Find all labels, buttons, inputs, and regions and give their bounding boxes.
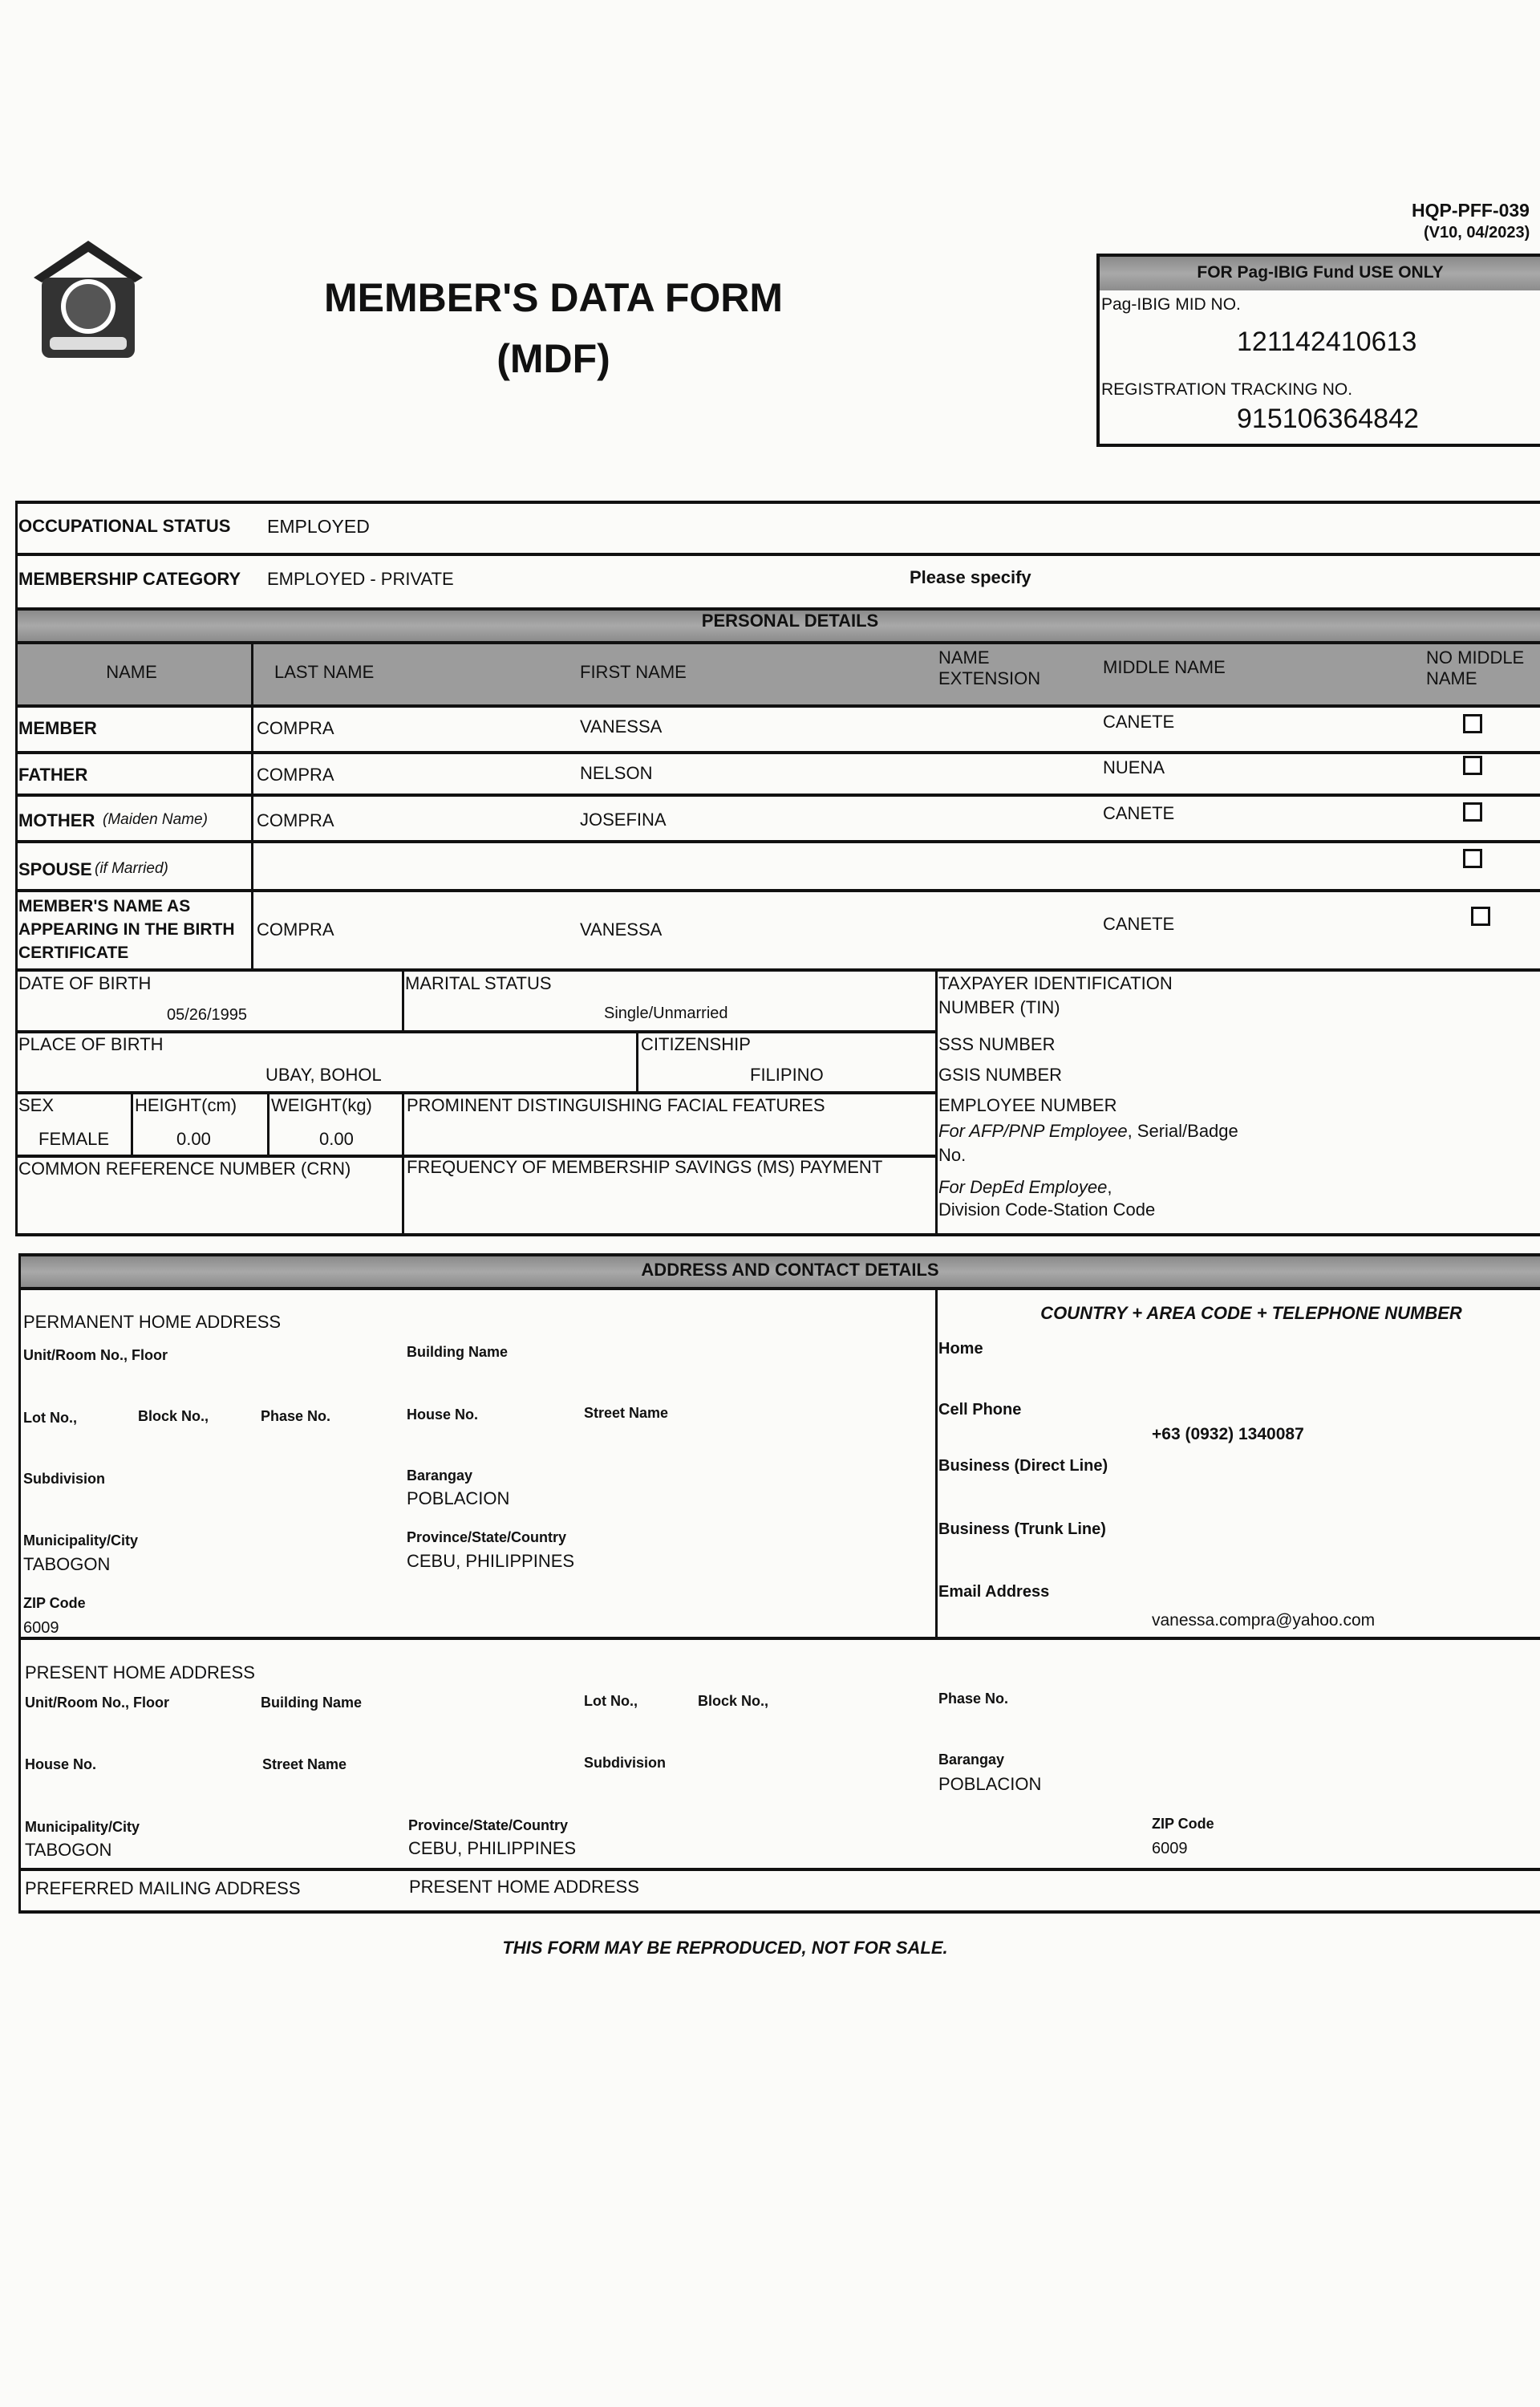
- divider: [15, 751, 1540, 754]
- mother-middle-name[interactable]: CANETE: [1103, 803, 1175, 823]
- divider: [18, 1910, 1540, 1914]
- spouse-no-middle-checkbox[interactable]: [1463, 849, 1482, 868]
- weight-value[interactable]: 0.00: [319, 1129, 354, 1149]
- divider: [15, 501, 18, 1236]
- occupational-status-label: OCCUPATIONAL STATUS: [18, 516, 231, 536]
- tin-label: TAXPAYER IDENTIFICATION: [938, 973, 1173, 993]
- father-label: FATHER: [18, 765, 88, 785]
- marital-status-label: MARITAL STATUS: [405, 973, 552, 993]
- birth-cert-middle-name[interactable]: CANETE: [1103, 914, 1175, 934]
- perm-street-label: Street Name: [584, 1405, 669, 1421]
- divider: [636, 1030, 638, 1093]
- sex-value[interactable]: FEMALE: [38, 1129, 110, 1149]
- afp-label: [938, 1122, 1238, 1141]
- pres-house-label: House No.: [25, 1756, 97, 1772]
- mid-value[interactable]: 121142410613: [1237, 327, 1417, 357]
- perm-lot-label: Lot No.,: [23, 1410, 77, 1426]
- deped-label: [938, 1178, 1112, 1197]
- pres-street-label: Street Name: [262, 1756, 347, 1772]
- dob-value[interactable]: 05/26/1995: [166, 1006, 248, 1024]
- col-no-middle-name: NO MIDDLE: [1426, 647, 1525, 668]
- pres-city-label: Municipality/City: [25, 1819, 140, 1835]
- perm-city-value[interactable]: TABOGON: [23, 1554, 111, 1574]
- divider: [15, 1091, 936, 1094]
- footer-note: THIS FORM MAY BE REPRODUCED, NOT FOR SALE.: [502, 1938, 948, 1958]
- weight-label: WEIGHT(kg): [271, 1095, 372, 1115]
- fund-box-title: FOR Pag-IBIG Fund USE ONLY: [1197, 263, 1444, 282]
- form-version: (V10, 04/2023): [1424, 224, 1530, 242]
- email-value[interactable]: vanessa.compra@yahoo.com: [1152, 1611, 1376, 1630]
- divider: [402, 1091, 404, 1236]
- perm-city-label: Municipality/City: [23, 1532, 139, 1549]
- divider: [15, 704, 1540, 708]
- perm-block-label: Block No.,: [138, 1408, 209, 1424]
- contact-header: COUNTRY + AREA CODE + TELEPHONE NUMBER: [1040, 1303, 1462, 1323]
- perm-province-label: Province/State/Country: [407, 1529, 567, 1545]
- home-phone-label: Home: [938, 1340, 983, 1358]
- afp-label-2: No.: [938, 1145, 967, 1165]
- divider: [18, 1637, 1540, 1640]
- dob-label: DATE OF BIRTH: [18, 973, 152, 993]
- pres-subdivision-label: Subdivision: [584, 1755, 667, 1771]
- father-no-middle-checkbox[interactable]: [1463, 756, 1482, 775]
- pagibig-logo: [30, 237, 146, 363]
- perm-subdivision-label: Subdivision: [23, 1471, 106, 1487]
- email-label: Email Address: [938, 1583, 1050, 1601]
- rtn-label: REGISTRATION TRACKING NO.: [1101, 380, 1353, 399]
- sex-label: SEX: [18, 1095, 55, 1115]
- divider: [18, 1253, 21, 1913]
- occupational-status-value[interactable]: EMPLOYED: [267, 516, 370, 537]
- birth-cert-last-name[interactable]: COMPRA: [257, 919, 334, 940]
- divider: [15, 1233, 1540, 1236]
- membership-category-label: MEMBERSHIP CATEGORY: [18, 569, 241, 589]
- perm-barangay-value[interactable]: POBLACION: [407, 1488, 510, 1508]
- cell-phone-value[interactable]: +63 (0932) 1340087: [1152, 1425, 1304, 1443]
- please-specify-label: Please specify: [910, 567, 1031, 587]
- citizenship-label: CITIZENSHIP: [641, 1034, 751, 1054]
- marital-status-value[interactable]: Single/Unmarried: [604, 1005, 728, 1022]
- mid-label: Pag-IBIG MID NO.: [1101, 295, 1241, 314]
- pres-province-label: Province/State/Country: [408, 1817, 569, 1833]
- pres-barangay-label: Barangay: [938, 1751, 1005, 1768]
- facial-features-label: PROMINENT DISTINGUISHING FACIAL FEATURES: [407, 1095, 825, 1115]
- mailing-address-value[interactable]: PRESENT HOME ADDRESS: [409, 1877, 639, 1897]
- member-label: MEMBER: [18, 718, 97, 738]
- col-no-middle-name-2: NAME: [1426, 668, 1477, 688]
- divider: [18, 1287, 1540, 1290]
- personal-columns-band: [15, 643, 1540, 705]
- membership-category-value[interactable]: EMPLOYED - PRIVATE: [267, 569, 454, 589]
- col-first-name: FIRST NAME: [580, 662, 687, 682]
- deped-label-rest: ,: [1107, 1177, 1112, 1197]
- father-first-name[interactable]: NELSON: [580, 763, 653, 783]
- pres-unit-label: Unit/Room No., Floor: [25, 1695, 169, 1711]
- business-trunk-label: Business (Trunk Line): [938, 1520, 1106, 1538]
- form-code: HQP-PFF-039: [1412, 200, 1530, 221]
- mother-label-note: (Maiden Name): [103, 811, 208, 828]
- pres-phase-label: Phase No.: [938, 1691, 1009, 1707]
- pres-city-value[interactable]: TABOGON: [25, 1840, 112, 1860]
- spouse-label-note: (if Married): [95, 860, 168, 877]
- gsis-label: GSIS NUMBER: [938, 1065, 1063, 1085]
- divider: [18, 1868, 1540, 1871]
- mother-label: MOTHER: [18, 810, 95, 830]
- rtn-value[interactable]: 915106364842: [1237, 404, 1419, 434]
- page-title: MEMBER'S DATA FORM: [323, 275, 784, 320]
- divider: [15, 1030, 936, 1033]
- spouse-label: SPOUSE: [18, 859, 92, 879]
- member-last-name[interactable]: COMPRA: [257, 718, 334, 738]
- deped-label-2: Division Code-Station Code: [938, 1199, 1156, 1220]
- mother-first-name[interactable]: JOSEFINA: [580, 810, 667, 830]
- perm-province-value[interactable]: CEBU, PHILIPPINES: [407, 1551, 575, 1571]
- business-direct-label: Business (Direct Line): [938, 1457, 1108, 1475]
- divider: [15, 794, 1540, 797]
- perm-house-label: House No.: [407, 1406, 479, 1423]
- permanent-address-title: PERMANENT HOME ADDRESS: [23, 1312, 282, 1332]
- birth-cert-first-name[interactable]: VANESSA: [580, 919, 663, 940]
- pres-barangay-value[interactable]: POBLACION: [938, 1774, 1042, 1794]
- divider: [402, 968, 404, 1031]
- divider: [15, 641, 1540, 644]
- birth-cert-no-middle-checkbox[interactable]: [1471, 907, 1490, 926]
- mother-no-middle-checkbox[interactable]: [1463, 802, 1482, 822]
- pres-province-value[interactable]: CEBU, PHILIPPINES: [408, 1838, 577, 1858]
- perm-zip-label: ZIP Code: [23, 1595, 86, 1611]
- col-name: NAME: [106, 662, 157, 682]
- divider: [935, 1287, 938, 1638]
- pres-zip-label: ZIP Code: [1152, 1816, 1214, 1832]
- crn-label: COMMON REFERENCE NUMBER (CRN): [18, 1159, 351, 1179]
- height-label: HEIGHT(cm): [135, 1095, 237, 1115]
- divider: [15, 889, 1540, 892]
- deped-label-italic: For DepEd Employee: [938, 1177, 1108, 1197]
- pres-block-label: Block No.,: [698, 1693, 769, 1709]
- address-section-title: ADDRESS AND CONTACT DETAILS: [641, 1260, 939, 1280]
- col-name-extension-2: EXTENSION: [938, 668, 1041, 688]
- divider: [15, 968, 1540, 972]
- divider: [15, 553, 1540, 556]
- pres-lot-label: Lot No.,: [584, 1693, 638, 1709]
- father-middle-name[interactable]: NUENA: [1103, 757, 1165, 777]
- citizenship-value[interactable]: FILIPINO: [750, 1065, 824, 1085]
- sss-label: SSS NUMBER: [938, 1034, 1056, 1054]
- afp-label-italic: For AFP/PNP Employee: [938, 1121, 1128, 1141]
- birth-cert-label: MEMBER'S NAME AS: [18, 897, 191, 915]
- divider: [131, 1091, 133, 1155]
- member-no-middle-checkbox[interactable]: [1463, 714, 1482, 733]
- employee-number-label: EMPLOYEE NUMBER: [938, 1095, 1117, 1115]
- divider: [251, 641, 253, 970]
- page-subtitle: (MDF): [496, 336, 610, 381]
- father-last-name[interactable]: COMPRA: [257, 765, 334, 785]
- tin-label-2: NUMBER (TIN): [938, 997, 1060, 1017]
- col-middle-name: MIDDLE NAME: [1103, 657, 1226, 677]
- birth-cert-label-2: APPEARING IN THE BIRTH: [18, 920, 235, 939]
- afp-label-rest: , Serial/Badge: [1127, 1121, 1238, 1141]
- height-value[interactable]: 0.00: [176, 1129, 211, 1149]
- mother-last-name[interactable]: COMPRA: [257, 810, 334, 830]
- perm-unit-label: Unit/Room No., Floor: [23, 1347, 168, 1363]
- divider: [15, 501, 1540, 504]
- divider: [267, 1091, 270, 1155]
- pob-value[interactable]: UBAY, BOHOL: [265, 1065, 382, 1085]
- pres-zip-value[interactable]: 6009: [1152, 1840, 1188, 1857]
- cell-phone-label: Cell Phone: [938, 1401, 1022, 1419]
- col-last-name: LAST NAME: [274, 662, 375, 682]
- col-name-extension: NAME: [938, 647, 990, 668]
- divider: [935, 968, 938, 1236]
- mailing-address-label: PREFERRED MAILING ADDRESS: [25, 1878, 301, 1898]
- perm-zip-value[interactable]: 6009: [23, 1619, 59, 1637]
- ms-frequency-label: FREQUENCY OF MEMBERSHIP SAVINGS (MS) PAYMENT: [407, 1157, 883, 1177]
- pob-label: PLACE OF BIRTH: [18, 1034, 164, 1054]
- divider: [15, 840, 1540, 843]
- personal-details-title: PERSONAL DETAILS: [701, 611, 879, 631]
- birth-cert-label-3: CERTIFICATE: [18, 944, 129, 962]
- perm-barangay-label: Barangay: [407, 1467, 473, 1484]
- pres-building-label: Building Name: [261, 1695, 363, 1711]
- present-address-title: PRESENT HOME ADDRESS: [25, 1662, 255, 1682]
- member-first-name[interactable]: VANESSA: [580, 716, 663, 737]
- perm-building-label: Building Name: [407, 1344, 509, 1360]
- perm-phase-label: Phase No.: [261, 1408, 331, 1424]
- member-middle-name[interactable]: CANETE: [1103, 712, 1175, 732]
